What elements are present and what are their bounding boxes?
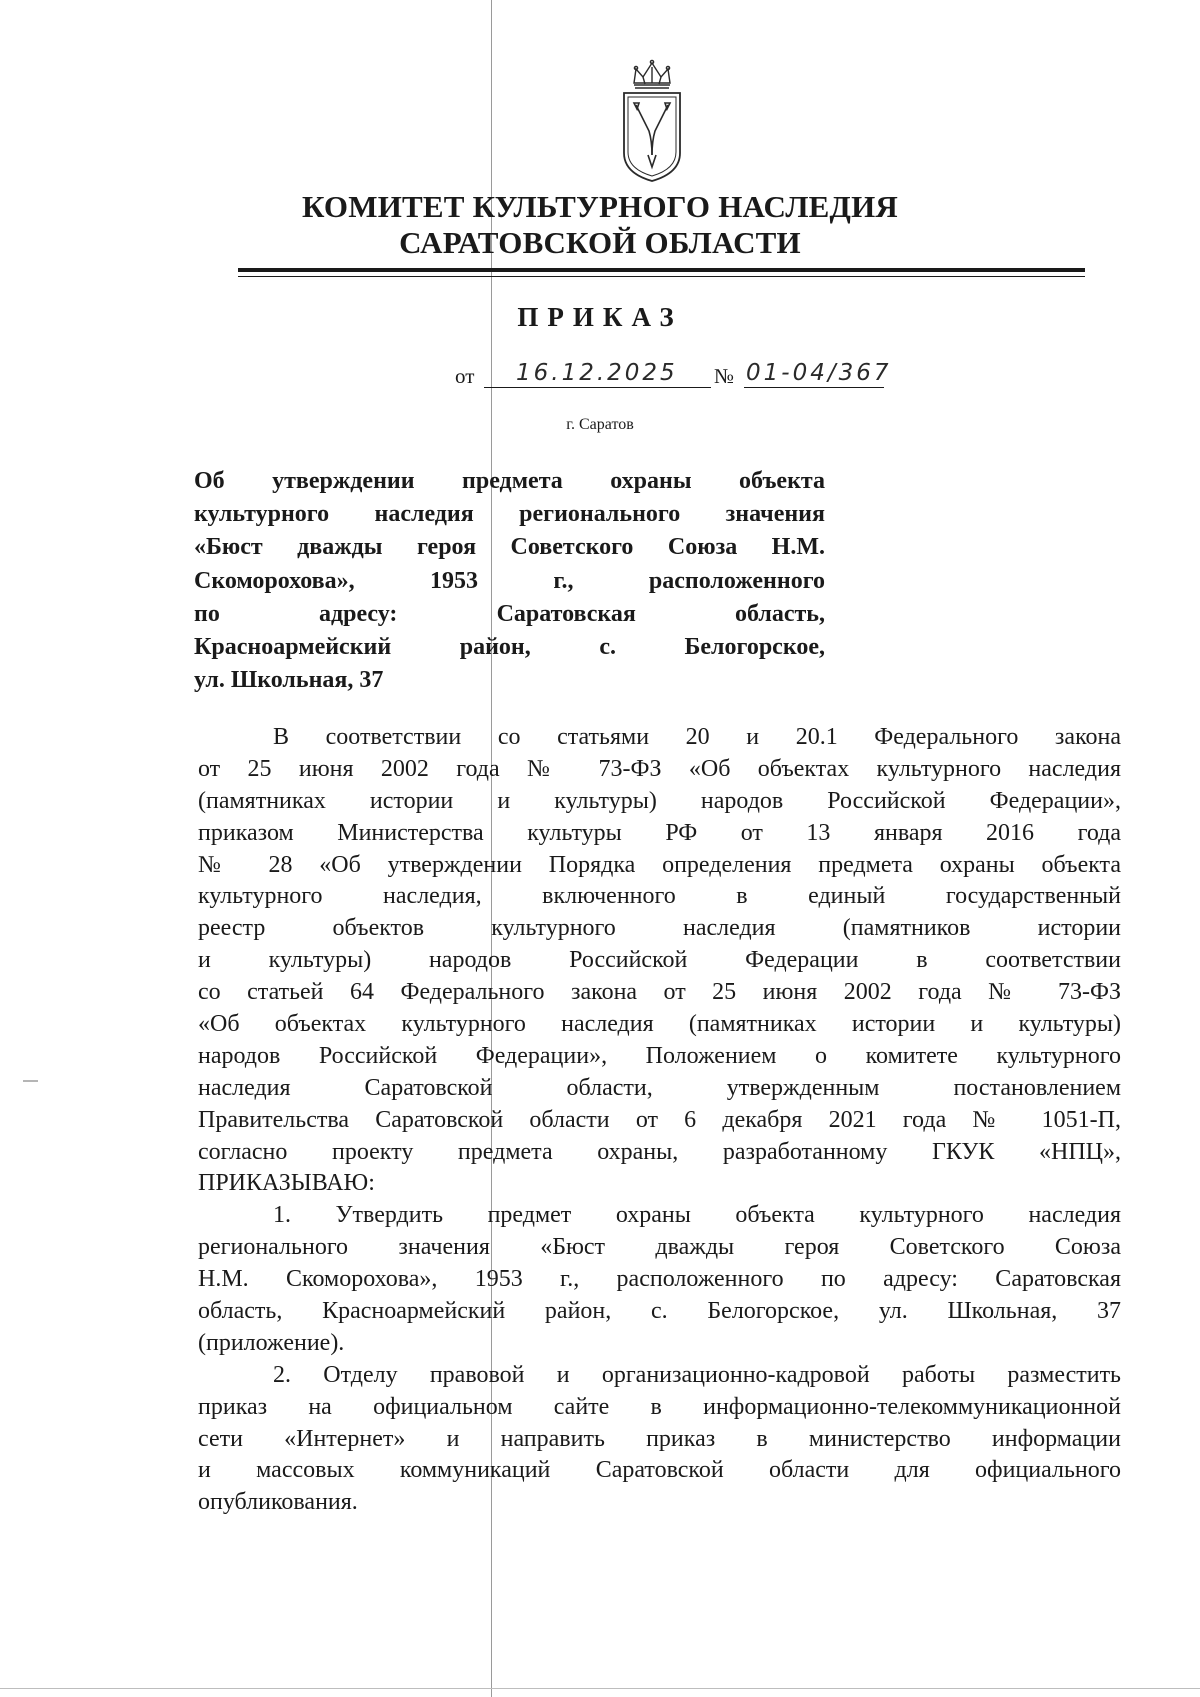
body-line: со статьей 64 Федерального закона от 25 июня 2002 года № 73-ФЗ — [198, 979, 1121, 1006]
body-line: приказ на официальном сайте в информационно-телекоммуникационной — [198, 1393, 1121, 1420]
body-line: и массовых коммуникаций Саратовской области для официального — [198, 1457, 1121, 1484]
body-line: (приложение). — [198, 1329, 345, 1356]
body-line: реестр объектов культурного наследия (памятников истории — [198, 915, 1121, 942]
body-line: от 25 июня 2002 года № 73-ФЗ «Об объектах культурного наследия — [198, 755, 1121, 782]
body-line: культурного наследия, включенного в единый государственный — [198, 883, 1121, 910]
subject-line: Скоморохова», 1953 г., расположенного — [194, 567, 825, 594]
body-line: опубликования. — [198, 1489, 358, 1516]
organization-name-line1: КОМИТЕТ КУЛЬТУРНОГО НАСЛЕДИЯ — [302, 189, 898, 224]
body-line: регионального значения «Бюст дважды героя Советского Союза — [198, 1234, 1121, 1261]
subject-line: «Бюст дважды героя Советского Союза Н.М. — [194, 534, 825, 561]
header-rule-thick — [238, 268, 1085, 272]
body-line-directive: ПРИКАЗЫВАЮ: — [198, 1170, 375, 1197]
body-line: «Об объектах культурного наследия (памятниках истории и культуры) — [198, 1011, 1121, 1038]
date-prefix: от — [455, 364, 475, 388]
body-line: наследия Саратовской области, утвержденным постановлением — [198, 1074, 1121, 1101]
subject-line: по адресу: Саратовская область, — [194, 600, 825, 627]
subject-line: культурного наследия регионального значения — [194, 501, 825, 528]
issue-city: г. Саратов — [566, 416, 634, 433]
order-body-text — [198, 722, 1121, 1519]
body-line: и культуры) народов Российской Федерации в соответствии — [198, 947, 1121, 974]
scan-artifact-horizontal-line — [0, 1688, 1200, 1689]
subject-line: Красноармейский район, с. Белогорское, — [194, 633, 825, 660]
organization-name-line2: САРАТОВСКОЙ ОБЛАСТИ — [399, 225, 801, 260]
body-line: 1. Утвердить предмет охраны объекта культурного наследия — [273, 1202, 1121, 1229]
scan-artifact-dash — [23, 1080, 38, 1082]
body-line: Правительства Саратовской области от 6 декабря 2021 года № 1051-П, — [198, 1106, 1121, 1133]
subject-line: Об утверждении предмета охраны объекта — [194, 468, 825, 494]
saratov-coat-of-arms-icon — [612, 55, 692, 185]
body-line: (памятниках истории и культуры) народов Российской Федерации», — [198, 787, 1121, 814]
body-line: народов Российской Федерации», Положением о комитете культурного — [198, 1042, 1121, 1069]
body-line: 2. Отделу правовой и организационно-кадровой работы разместить — [273, 1361, 1121, 1388]
number-underline — [744, 387, 884, 388]
document-type-title: ПРИКАЗ — [517, 302, 683, 332]
body-line: приказом Министерства культуры РФ от 13 января 2016 года — [198, 819, 1121, 846]
body-line: № 28 «Об утверждении Порядка определения предмета охраны объекта — [198, 851, 1121, 878]
body-line: сети «Интернет» и направить приказ в министерство информации — [198, 1425, 1121, 1452]
order-number-handwritten: 01-04/367 — [746, 360, 892, 386]
subject-line: ул. Школьная, 37 — [194, 667, 384, 694]
order-date-number-row — [0, 360, 1200, 400]
header-rule-thin — [238, 276, 1085, 277]
date-underline — [484, 387, 711, 388]
order-date-handwritten: 16.12.2025 — [516, 360, 678, 386]
body-line: Н.М. Скоморохова», 1953 г., расположенного по адресу: Саратовская — [198, 1266, 1121, 1293]
body-line: область, Красноармейский район, с. Белогорское, ул. Школьная, 37 — [198, 1298, 1121, 1325]
order-subject-block — [194, 465, 825, 697]
body-line: согласно проекту предмета охраны, разработанному ГКУК «НПЦ», — [198, 1138, 1121, 1165]
number-prefix: № — [714, 364, 735, 388]
body-line: В соответствии со статьями 20 и 20.1 Федерального закона — [273, 724, 1121, 750]
